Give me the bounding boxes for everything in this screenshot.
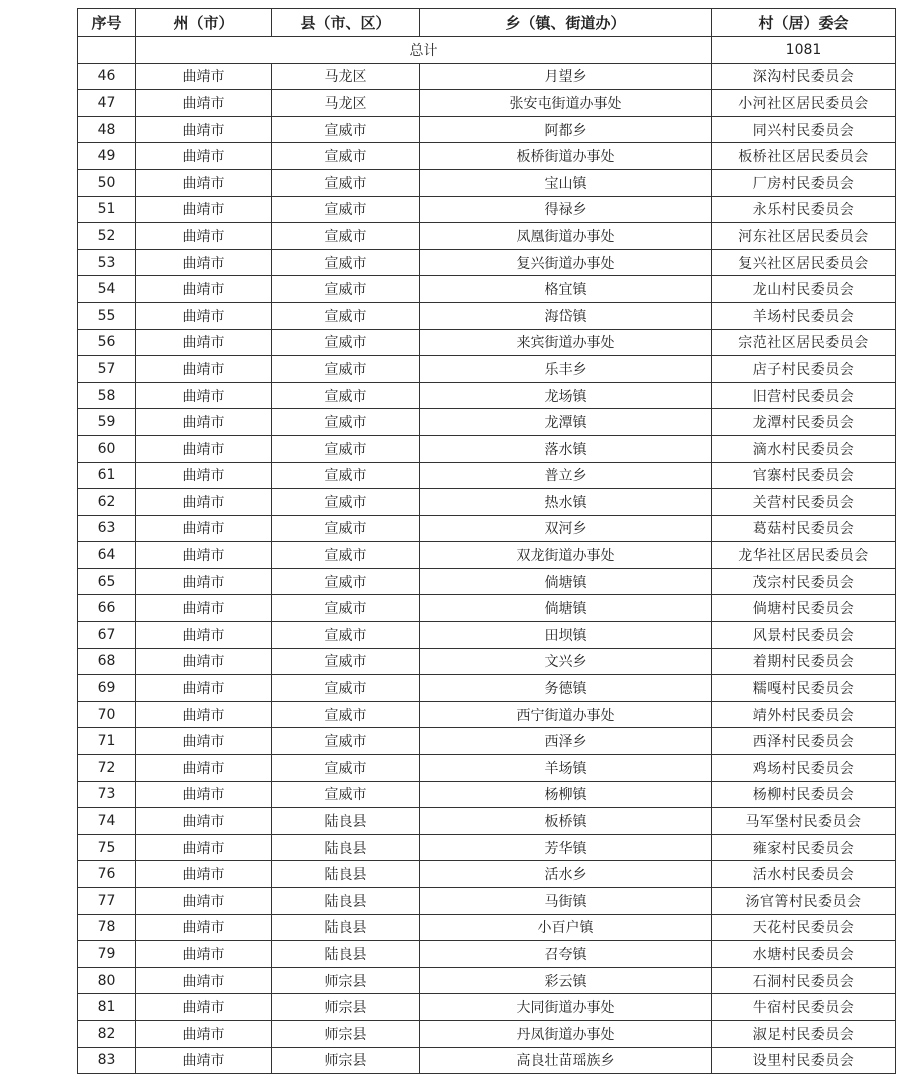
cell-town: 普立乡 bbox=[420, 462, 712, 489]
cell-no: 79 bbox=[78, 941, 136, 968]
cell-village: 深沟村民委员会 bbox=[712, 63, 896, 90]
cell-prefecture: 曲靖市 bbox=[136, 728, 272, 755]
table-row bbox=[78, 63, 896, 90]
cell-village: 石洞村民委员会 bbox=[712, 967, 896, 994]
cell-county: 宣威市 bbox=[272, 169, 420, 196]
cell-village: 店子村民委员会 bbox=[712, 356, 896, 383]
table-row bbox=[78, 941, 896, 968]
cell-town: 田坝镇 bbox=[420, 622, 712, 649]
cell-prefecture: 曲靖市 bbox=[136, 329, 272, 356]
cell-village: 马军堡村民委员会 bbox=[712, 808, 896, 835]
cell-no: 47 bbox=[78, 90, 136, 117]
cell-town: 乐丰乡 bbox=[420, 356, 712, 383]
cell-town: 马街镇 bbox=[420, 888, 712, 915]
cell-county: 宣威市 bbox=[272, 356, 420, 383]
table-row bbox=[78, 994, 896, 1021]
cell-town: 彩云镇 bbox=[420, 967, 712, 994]
table-row bbox=[78, 169, 896, 196]
cell-town: 板桥镇 bbox=[420, 808, 712, 835]
cell-town: 张安屯街道办事处 bbox=[420, 90, 712, 117]
cell-prefecture: 曲靖市 bbox=[136, 808, 272, 835]
cell-town: 务德镇 bbox=[420, 675, 712, 702]
cell-no: 46 bbox=[78, 63, 136, 90]
cell-no: 54 bbox=[78, 276, 136, 303]
cell-prefecture: 曲靖市 bbox=[136, 63, 272, 90]
table-row bbox=[78, 382, 896, 409]
cell-village: 关营村民委员会 bbox=[712, 489, 896, 516]
cell-prefecture: 曲靖市 bbox=[136, 648, 272, 675]
cell-town: 双龙街道办事处 bbox=[420, 542, 712, 569]
cell-village: 龙潭村民委员会 bbox=[712, 409, 896, 436]
cell-county: 宣威市 bbox=[272, 728, 420, 755]
cell-prefecture: 曲靖市 bbox=[136, 143, 272, 170]
total-row bbox=[78, 37, 896, 64]
cell-prefecture: 曲靖市 bbox=[136, 568, 272, 595]
cell-town: 高良壮苗瑶族乡 bbox=[420, 1047, 712, 1074]
cell-county: 宣威市 bbox=[272, 382, 420, 409]
cell-county: 宣威市 bbox=[272, 302, 420, 329]
table-row bbox=[78, 888, 896, 915]
header-prefecture: 州（市） bbox=[136, 9, 272, 37]
cell-county: 宣威市 bbox=[272, 249, 420, 276]
cell-county: 师宗县 bbox=[272, 1020, 420, 1047]
header-row bbox=[78, 9, 896, 37]
cell-county: 宣威市 bbox=[272, 435, 420, 462]
table-row bbox=[78, 648, 896, 675]
cell-town: 西宁街道办事处 bbox=[420, 701, 712, 728]
cell-prefecture: 曲靖市 bbox=[136, 542, 272, 569]
header-county: 县（市、区） bbox=[272, 9, 420, 37]
cell-county: 宣威市 bbox=[272, 409, 420, 436]
table-row bbox=[78, 515, 896, 542]
cell-village: 葛菇村民委员会 bbox=[712, 515, 896, 542]
cell-no: 65 bbox=[78, 568, 136, 595]
cell-no: 52 bbox=[78, 223, 136, 250]
table-row bbox=[78, 675, 896, 702]
cell-town: 双河乡 bbox=[420, 515, 712, 542]
cell-prefecture: 曲靖市 bbox=[136, 595, 272, 622]
cell-county: 宣威市 bbox=[272, 622, 420, 649]
cell-town: 小百户镇 bbox=[420, 914, 712, 941]
table-body bbox=[78, 37, 896, 1074]
cell-prefecture: 曲靖市 bbox=[136, 169, 272, 196]
cell-prefecture: 曲靖市 bbox=[136, 435, 272, 462]
cell-no: 81 bbox=[78, 994, 136, 1021]
cell-no: 68 bbox=[78, 648, 136, 675]
cell-county: 宣威市 bbox=[272, 515, 420, 542]
table-row bbox=[78, 409, 896, 436]
cell-no: 73 bbox=[78, 781, 136, 808]
cell-prefecture: 曲靖市 bbox=[136, 276, 272, 303]
cell-village: 滴水村民委员会 bbox=[712, 435, 896, 462]
cell-village: 小河社区居民委员会 bbox=[712, 90, 896, 117]
cell-no: 60 bbox=[78, 435, 136, 462]
cell-town: 来宾街道办事处 bbox=[420, 329, 712, 356]
cell-village: 羊场村民委员会 bbox=[712, 302, 896, 329]
cell-county: 宣威市 bbox=[272, 462, 420, 489]
cell-prefecture: 曲靖市 bbox=[136, 462, 272, 489]
cell-county: 师宗县 bbox=[272, 967, 420, 994]
cell-town: 热水镇 bbox=[420, 489, 712, 516]
cell-no: 50 bbox=[78, 169, 136, 196]
table-row bbox=[78, 116, 896, 143]
cell-no: 71 bbox=[78, 728, 136, 755]
table-row bbox=[78, 356, 896, 383]
cell-village: 旧营村民委员会 bbox=[712, 382, 896, 409]
cell-prefecture: 曲靖市 bbox=[136, 302, 272, 329]
cell-village: 淑足村民委员会 bbox=[712, 1020, 896, 1047]
cell-village: 水塘村民委员会 bbox=[712, 941, 896, 968]
cell-village: 糯嘎村民委员会 bbox=[712, 675, 896, 702]
cell-town: 格宜镇 bbox=[420, 276, 712, 303]
cell-prefecture: 曲靖市 bbox=[136, 409, 272, 436]
table-row bbox=[78, 728, 896, 755]
cell-village: 设里村民委员会 bbox=[712, 1047, 896, 1074]
cell-town: 龙潭镇 bbox=[420, 409, 712, 436]
cell-county: 宣威市 bbox=[272, 489, 420, 516]
total-value: 1081 bbox=[712, 37, 896, 64]
cell-no: 80 bbox=[78, 967, 136, 994]
cell-village: 龙华社区居民委员会 bbox=[712, 542, 896, 569]
total-label: 总计 bbox=[136, 37, 712, 64]
cell-town: 西泽乡 bbox=[420, 728, 712, 755]
cell-prefecture: 曲靖市 bbox=[136, 755, 272, 782]
cell-county: 陆良县 bbox=[272, 861, 420, 888]
cell-town: 得禄乡 bbox=[420, 196, 712, 223]
cell-town: 倘塘镇 bbox=[420, 595, 712, 622]
table-row bbox=[78, 595, 896, 622]
cell-no: 83 bbox=[78, 1047, 136, 1074]
cell-no: 64 bbox=[78, 542, 136, 569]
cell-village: 龙山村民委员会 bbox=[712, 276, 896, 303]
table-row bbox=[78, 223, 896, 250]
cell-county: 宣威市 bbox=[272, 276, 420, 303]
cell-county: 师宗县 bbox=[272, 994, 420, 1021]
cell-county: 师宗县 bbox=[272, 1047, 420, 1074]
cell-county: 宣威市 bbox=[272, 675, 420, 702]
table-row bbox=[78, 542, 896, 569]
cell-no: 69 bbox=[78, 675, 136, 702]
cell-village: 鸡场村民委员会 bbox=[712, 755, 896, 782]
table-row bbox=[78, 914, 896, 941]
cell-prefecture: 曲靖市 bbox=[136, 1047, 272, 1074]
cell-no: 58 bbox=[78, 382, 136, 409]
cell-village: 汤官箐村民委员会 bbox=[712, 888, 896, 915]
cell-village: 活水村民委员会 bbox=[712, 861, 896, 888]
cell-county: 马龙区 bbox=[272, 63, 420, 90]
cell-town: 海岱镇 bbox=[420, 302, 712, 329]
cell-county: 马龙区 bbox=[272, 90, 420, 117]
cell-village: 同兴村民委员会 bbox=[712, 116, 896, 143]
village-list-table-container bbox=[77, 8, 869, 1074]
table-row bbox=[78, 622, 896, 649]
cell-town: 杨柳镇 bbox=[420, 781, 712, 808]
cell-prefecture: 曲靖市 bbox=[136, 914, 272, 941]
cell-town: 丹凤街道办事处 bbox=[420, 1020, 712, 1047]
cell-county: 宣威市 bbox=[272, 542, 420, 569]
cell-village: 风景村民委员会 bbox=[712, 622, 896, 649]
cell-village: 宗范社区居民委员会 bbox=[712, 329, 896, 356]
cell-prefecture: 曲靖市 bbox=[136, 861, 272, 888]
cell-no: 57 bbox=[78, 356, 136, 383]
cell-prefecture: 曲靖市 bbox=[136, 382, 272, 409]
village-list-table bbox=[77, 8, 896, 1074]
cell-town: 板桥街道办事处 bbox=[420, 143, 712, 170]
cell-town: 阿都乡 bbox=[420, 116, 712, 143]
cell-county: 陆良县 bbox=[272, 941, 420, 968]
cell-no: 56 bbox=[78, 329, 136, 356]
cell-county: 宣威市 bbox=[272, 648, 420, 675]
cell-no: 49 bbox=[78, 143, 136, 170]
cell-village: 永乐村民委员会 bbox=[712, 196, 896, 223]
cell-prefecture: 曲靖市 bbox=[136, 888, 272, 915]
total-blank-cell bbox=[78, 37, 136, 64]
cell-no: 55 bbox=[78, 302, 136, 329]
table-row bbox=[78, 1047, 896, 1074]
header-no: 序号 bbox=[78, 9, 136, 37]
table-row bbox=[78, 329, 896, 356]
cell-town: 大同街道办事处 bbox=[420, 994, 712, 1021]
cell-town: 复兴街道办事处 bbox=[420, 249, 712, 276]
cell-village: 靖外村民委员会 bbox=[712, 701, 896, 728]
cell-village: 着期村民委员会 bbox=[712, 648, 896, 675]
cell-village: 杨柳村民委员会 bbox=[712, 781, 896, 808]
table-row bbox=[78, 808, 896, 835]
cell-prefecture: 曲靖市 bbox=[136, 249, 272, 276]
cell-no: 51 bbox=[78, 196, 136, 223]
cell-village: 天花村民委员会 bbox=[712, 914, 896, 941]
cell-no: 67 bbox=[78, 622, 136, 649]
cell-no: 62 bbox=[78, 489, 136, 516]
cell-village: 西泽村民委员会 bbox=[712, 728, 896, 755]
cell-village: 倘塘村民委员会 bbox=[712, 595, 896, 622]
table-row bbox=[78, 489, 896, 516]
cell-town: 月望乡 bbox=[420, 63, 712, 90]
cell-no: 77 bbox=[78, 888, 136, 915]
cell-county: 陆良县 bbox=[272, 834, 420, 861]
cell-no: 48 bbox=[78, 116, 136, 143]
cell-prefecture: 曲靖市 bbox=[136, 622, 272, 649]
cell-county: 宣威市 bbox=[272, 568, 420, 595]
cell-town: 龙场镇 bbox=[420, 382, 712, 409]
table-row bbox=[78, 781, 896, 808]
table-row bbox=[78, 196, 896, 223]
cell-prefecture: 曲靖市 bbox=[136, 356, 272, 383]
table-row bbox=[78, 435, 896, 462]
cell-village: 板桥社区居民委员会 bbox=[712, 143, 896, 170]
cell-village: 复兴社区居民委员会 bbox=[712, 249, 896, 276]
cell-prefecture: 曲靖市 bbox=[136, 994, 272, 1021]
table-row bbox=[78, 276, 896, 303]
table-row bbox=[78, 249, 896, 276]
cell-county: 宣威市 bbox=[272, 329, 420, 356]
cell-village: 雍家村民委员会 bbox=[712, 834, 896, 861]
cell-no: 63 bbox=[78, 515, 136, 542]
table-row bbox=[78, 90, 896, 117]
cell-town: 凤凰街道办事处 bbox=[420, 223, 712, 250]
cell-no: 61 bbox=[78, 462, 136, 489]
table-row bbox=[78, 1020, 896, 1047]
cell-no: 75 bbox=[78, 834, 136, 861]
cell-prefecture: 曲靖市 bbox=[136, 515, 272, 542]
cell-prefecture: 曲靖市 bbox=[136, 90, 272, 117]
cell-county: 宣威市 bbox=[272, 223, 420, 250]
cell-county: 宣威市 bbox=[272, 781, 420, 808]
cell-town: 落水镇 bbox=[420, 435, 712, 462]
cell-village: 厂房村民委员会 bbox=[712, 169, 896, 196]
cell-county: 宣威市 bbox=[272, 595, 420, 622]
cell-no: 70 bbox=[78, 701, 136, 728]
cell-prefecture: 曲靖市 bbox=[136, 489, 272, 516]
cell-county: 陆良县 bbox=[272, 914, 420, 941]
cell-town: 芳华镇 bbox=[420, 834, 712, 861]
table-row bbox=[78, 701, 896, 728]
cell-town: 宝山镇 bbox=[420, 169, 712, 196]
cell-county: 宣威市 bbox=[272, 755, 420, 782]
cell-no: 76 bbox=[78, 861, 136, 888]
cell-no: 74 bbox=[78, 808, 136, 835]
table-row bbox=[78, 143, 896, 170]
cell-town: 召夸镇 bbox=[420, 941, 712, 968]
cell-town: 羊场镇 bbox=[420, 755, 712, 782]
cell-county: 宣威市 bbox=[272, 143, 420, 170]
cell-no: 78 bbox=[78, 914, 136, 941]
cell-prefecture: 曲靖市 bbox=[136, 223, 272, 250]
cell-no: 82 bbox=[78, 1020, 136, 1047]
cell-prefecture: 曲靖市 bbox=[136, 1020, 272, 1047]
cell-village: 官寨村民委员会 bbox=[712, 462, 896, 489]
cell-county: 宣威市 bbox=[272, 701, 420, 728]
cell-prefecture: 曲靖市 bbox=[136, 967, 272, 994]
table-row bbox=[78, 755, 896, 782]
cell-county: 宣威市 bbox=[272, 196, 420, 223]
cell-no: 53 bbox=[78, 249, 136, 276]
cell-prefecture: 曲靖市 bbox=[136, 196, 272, 223]
cell-town: 文兴乡 bbox=[420, 648, 712, 675]
table-row bbox=[78, 834, 896, 861]
cell-prefecture: 曲靖市 bbox=[136, 675, 272, 702]
cell-village: 河东社区居民委员会 bbox=[712, 223, 896, 250]
cell-no: 66 bbox=[78, 595, 136, 622]
cell-prefecture: 曲靖市 bbox=[136, 941, 272, 968]
table-row bbox=[78, 967, 896, 994]
table-row bbox=[78, 302, 896, 329]
cell-village: 牛宿村民委员会 bbox=[712, 994, 896, 1021]
cell-prefecture: 曲靖市 bbox=[136, 834, 272, 861]
cell-no: 72 bbox=[78, 755, 136, 782]
cell-prefecture: 曲靖市 bbox=[136, 781, 272, 808]
cell-town: 活水乡 bbox=[420, 861, 712, 888]
cell-prefecture: 曲靖市 bbox=[136, 701, 272, 728]
header-village: 村（居）委会 bbox=[712, 9, 896, 37]
cell-village: 茂宗村民委员会 bbox=[712, 568, 896, 595]
cell-prefecture: 曲靖市 bbox=[136, 116, 272, 143]
cell-county: 陆良县 bbox=[272, 808, 420, 835]
header-town: 乡（镇、街道办） bbox=[420, 9, 712, 37]
table-row bbox=[78, 861, 896, 888]
cell-county: 宣威市 bbox=[272, 116, 420, 143]
cell-town: 倘塘镇 bbox=[420, 568, 712, 595]
cell-county: 陆良县 bbox=[272, 888, 420, 915]
table-row bbox=[78, 568, 896, 595]
table-row bbox=[78, 462, 896, 489]
cell-no: 59 bbox=[78, 409, 136, 436]
